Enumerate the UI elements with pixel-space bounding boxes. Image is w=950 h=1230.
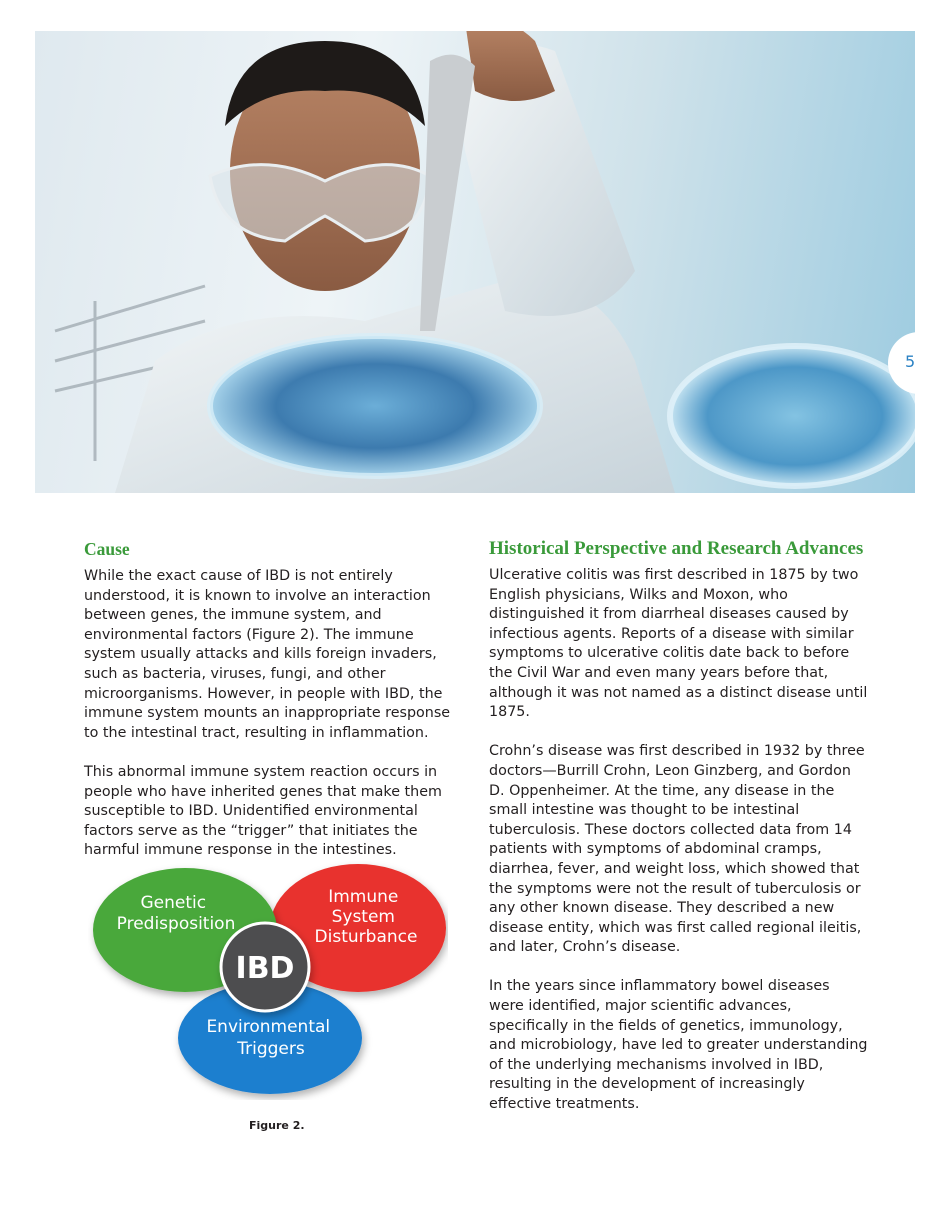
cause-paragraph: This abnormal immune system reaction occurs in people who have inherited genes that make them susceptible to IBD. Unidentified environmental factors serve as the “trigger” that initiates the harmful immune response in the intestines. xyxy=(84,763,442,859)
page-number-tab xyxy=(888,332,950,394)
environmental-label-line: Environmental xyxy=(206,1017,331,1037)
immune-label-line: System xyxy=(331,907,395,927)
genetic-label-line: Genetic xyxy=(140,893,207,913)
immune-label-line: Disturbance xyxy=(314,927,418,947)
history-paragraph: In the years since inflammatory bowel diseases were identified, major scientific advances, specifically in the fields of genetics, immunology, and microbiology, have led to greater understanding of the underlying mechanisms involved in IBD, resulting in the development of increasingly effective treatments. xyxy=(489,978,868,1113)
hero-photo xyxy=(35,31,915,493)
environmental-label-line: Triggers xyxy=(237,1039,305,1059)
history-heading: Historical Perspective and Research Advances xyxy=(489,538,864,559)
history-body xyxy=(489,566,869,1134)
history-paragraph: Crohn’s disease was first described in 1932 by three doctors—Burrill Crohn, Leon Ginzberg, and Gordon D. Oppenheimer. At the time, any disease in the small intestine was thought to be intestinal tuberculosis. These doctors collected data from 14 patients with symptoms of abdominal cramps, diarrhea, fever, and weight loss, which showed that the symptoms were not the result of tuberculosis or any other known disease. They described a new disease entity, which was first called regional ileitis, and later, Crohn’s disease. xyxy=(489,743,865,956)
cause-body xyxy=(84,567,464,881)
cause-heading: Cause xyxy=(84,539,130,559)
figure-caption: Figure 2. xyxy=(249,1119,305,1132)
ibd-factors-diagram xyxy=(88,860,448,1100)
ibd-center-label: IBD xyxy=(235,951,295,986)
genetic-label-line: Predisposition xyxy=(116,914,236,934)
cause-paragraph: While the exact cause of IBD is not entirely understood, it is known to involve an interaction between genes, the immune system, and environmental factors (Figure 2). The immune system usually attacks and kills foreign invaders, such as bacteria, viruses, fungi, and other microorganisms. However, in people with IBD, the immune system mounts an inappropriate response to the intestinal tract, resulting in inflammation. xyxy=(84,568,451,741)
history-paragraph: Ulcerative colitis was first described in 1875 by two English physicians, Wilks and Moxon, who distinguished it from diarrheal diseases caused by infectious agents. Reports of a disease with similar symptoms to ulcerative colitis date back to before the Civil War and even many years before that, although it was not named as a distinct disease until 1875. xyxy=(489,567,868,721)
immune-label-line: Immune xyxy=(328,887,399,907)
page-number: 5 xyxy=(905,352,916,371)
